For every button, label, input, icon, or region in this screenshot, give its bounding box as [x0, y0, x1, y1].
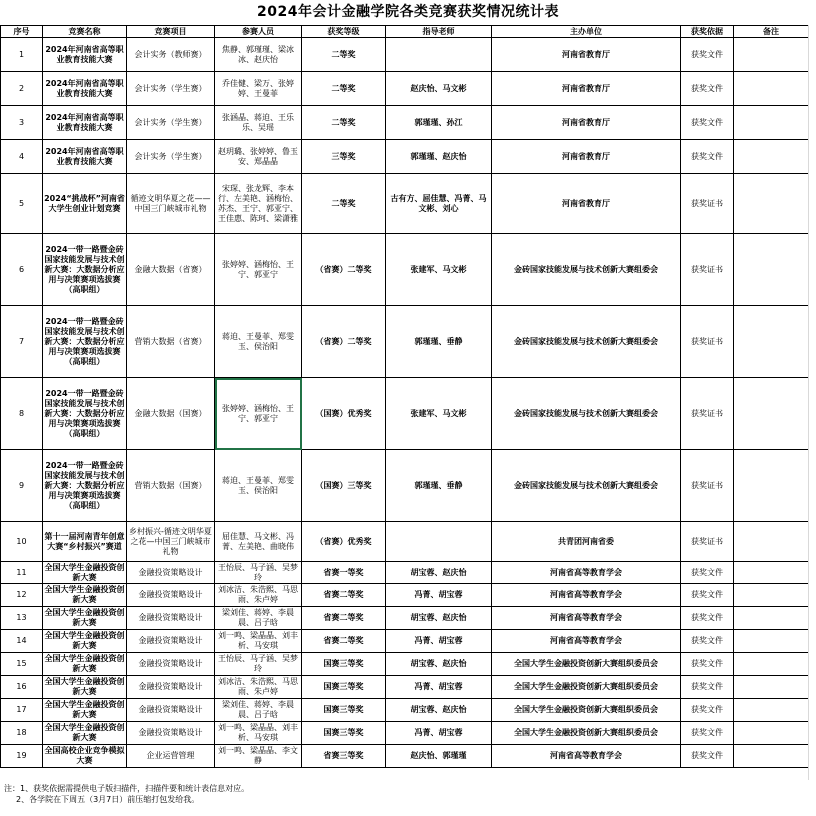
cell-remark[interactable] — [734, 722, 809, 745]
header-cell[interactable]: 竞赛项目 — [127, 26, 215, 38]
cell-index[interactable]: 5 — [1, 174, 43, 234]
award-table — [0, 25, 809, 768]
table-row — [1, 38, 809, 72]
cell-remark[interactable] — [734, 607, 809, 630]
cell-award[interactable]: 省赛二等奖 — [302, 630, 386, 653]
cell-teacher[interactable]: 冯菁、胡宝蓉 — [386, 630, 492, 653]
cell-project[interactable]: 循迹文明华夏之花——中国三门峡城市礼物 — [127, 174, 215, 234]
cell-basis[interactable]: 获奖证书 — [681, 378, 734, 450]
cell-project[interactable]: 金融投资策略设计 — [127, 562, 215, 584]
cell-basis[interactable]: 获奖文件 — [681, 630, 734, 653]
cell-competition[interactable]: 2024一带一路暨金砖国家技能发展与技术创新大赛：大数据分析应用与决策赛项选拔赛（高职组） — [43, 234, 127, 306]
cell-project[interactable]: 会计实务（学生赛） — [127, 106, 215, 140]
cell-award[interactable]: 国赛三等奖 — [302, 653, 386, 676]
cell-teacher[interactable]: 胡宝蓉、赵庆怡 — [386, 653, 492, 676]
cell-teacher[interactable]: 胡宝蓉、赵庆怡 — [386, 699, 492, 722]
table-row — [1, 378, 809, 450]
cell-teacher[interactable]: 郭瑾瑾、垂静 — [386, 306, 492, 378]
cell-basis[interactable]: 获奖证书 — [681, 450, 734, 522]
cell-index[interactable]: 4 — [1, 140, 43, 174]
cell-competition[interactable]: 全国大学生金融投资创新大赛 — [43, 699, 127, 722]
cell-competition[interactable]: 全国大学生金融投资创新大赛 — [43, 607, 127, 630]
cell-competition[interactable]: 全国大学生金融投资创新大赛 — [43, 722, 127, 745]
cell-remark[interactable] — [734, 676, 809, 699]
cell-competition[interactable]: 全国大学生金融投资创新大赛 — [43, 676, 127, 699]
cell-award[interactable]: 省赛一等奖 — [302, 562, 386, 584]
cell-teacher[interactable]: 张建军、马文彬 — [386, 378, 492, 450]
header-cell[interactable]: 备注 — [734, 26, 809, 38]
cell-competition[interactable]: 2024一带一路暨金砖国家技能发展与技术创新大赛：大数据分析应用与决策赛项选拔赛（高职组） — [43, 306, 127, 378]
cell-basis[interactable]: 获奖证书 — [681, 306, 734, 378]
header-cell[interactable]: 主办单位 — [492, 26, 681, 38]
table-row — [1, 72, 809, 106]
cell-index[interactable]: 19 — [1, 745, 43, 768]
cell-award[interactable]: （国赛）优秀奖 — [302, 378, 386, 450]
cell-basis[interactable]: 获奖文件 — [681, 72, 734, 106]
cell-organizer[interactable]: 河南省高等教育学会 — [492, 607, 681, 630]
cell-basis[interactable]: 获奖文件 — [681, 745, 734, 768]
cell-participants[interactable]: 张婷婷、涵梅怡、王宁、郭亚宁 — [215, 378, 302, 450]
cell-remark[interactable] — [734, 38, 809, 72]
cell-competition[interactable]: 全国大学生金融投资创新大赛 — [43, 584, 127, 607]
table-body — [1, 38, 809, 768]
cell-teacher[interactable] — [386, 38, 492, 72]
cell-participants[interactable]: 张涵晶、蒋迫、王乐乐、吴瑶 — [215, 106, 302, 140]
cell-competition[interactable]: 全国高校企业竞争模拟大赛 — [43, 745, 127, 768]
cell-organizer[interactable]: 全国大学生金融投资创新大赛组织委员会 — [492, 653, 681, 676]
cell-index[interactable]: 14 — [1, 630, 43, 653]
cell-award[interactable]: 二等奖 — [302, 174, 386, 234]
cell-basis[interactable]: 获奖证书 — [681, 522, 734, 562]
footnote-1: 注：1、获奖依据需提供电子版扫描件，扫描件要和统计表信息对应。 — [4, 784, 250, 793]
cell-index[interactable]: 16 — [1, 676, 43, 699]
cell-basis[interactable]: 获奖文件 — [681, 140, 734, 174]
cell-remark[interactable] — [734, 653, 809, 676]
cell-basis[interactable]: 获奖文件 — [681, 106, 734, 140]
header-cell[interactable]: 序号 — [1, 26, 43, 38]
cell-award[interactable]: （省赛）二等奖 — [302, 306, 386, 378]
cell-remark[interactable] — [734, 522, 809, 562]
cell-award[interactable]: 国赛三等奖 — [302, 699, 386, 722]
cell-index[interactable]: 15 — [1, 653, 43, 676]
cell-project[interactable]: 营销大数据（国赛） — [127, 450, 215, 522]
cell-basis[interactable]: 获奖文件 — [681, 38, 734, 72]
cell-award[interactable]: （省赛）优秀奖 — [302, 522, 386, 562]
cell-basis[interactable]: 获奖文件 — [681, 584, 734, 607]
table-row — [1, 676, 809, 699]
table-row — [1, 174, 809, 234]
cell-competition[interactable]: 2024年河南省高等职业教育技能大赛 — [43, 140, 127, 174]
cell-competition[interactable]: 2024“挑战杯”河南省大学生创业计划竞赛 — [43, 174, 127, 234]
table-row — [1, 450, 809, 522]
cell-participants[interactable]: 王怡辰、马子涵、吴梦玲 — [215, 562, 302, 584]
cell-competition[interactable]: 2024年河南省高等职业教育技能大赛 — [43, 38, 127, 72]
cell-teacher[interactable]: 胡宝蓉、赵庆怡 — [386, 562, 492, 584]
cell-basis[interactable]: 获奖文件 — [681, 722, 734, 745]
cell-participants[interactable]: 刘一鸣、梁晶晶、李文静 — [215, 745, 302, 768]
footnotes — [4, 783, 804, 805]
cell-teacher[interactable] — [386, 522, 492, 562]
cell-project[interactable]: 金融大数据（省赛） — [127, 234, 215, 306]
cell-award[interactable]: （国赛）三等奖 — [302, 450, 386, 522]
cell-award[interactable]: 三等奖 — [302, 140, 386, 174]
cell-index[interactable]: 11 — [1, 562, 43, 584]
cell-teacher[interactable]: 郭瑾瑾、孙江 — [386, 106, 492, 140]
cell-organizer[interactable]: 全国大学生金融投资创新大赛组织委员会 — [492, 676, 681, 699]
cell-index[interactable]: 12 — [1, 584, 43, 607]
cell-project[interactable]: 金融投资策略设计 — [127, 584, 215, 607]
cell-competition[interactable]: 2024一带一路暨金砖国家技能发展与技术创新大赛：大数据分析应用与决策赛项选拔赛（高职组） — [43, 378, 127, 450]
cell-remark[interactable] — [734, 234, 809, 306]
cell-remark[interactable] — [734, 630, 809, 653]
cell-award[interactable]: 省赛三等奖 — [302, 745, 386, 768]
cell-index[interactable]: 7 — [1, 306, 43, 378]
cell-participants[interactable]: 乔佳健、梁万、张婷婷、王曼菲 — [215, 72, 302, 106]
table-row — [1, 745, 809, 768]
cell-award[interactable]: 省赛二等奖 — [302, 584, 386, 607]
cell-teacher[interactable]: 郭瑾瑾、垂静 — [386, 450, 492, 522]
cell-index[interactable]: 13 — [1, 607, 43, 630]
cell-competition[interactable]: 全国大学生金融投资创新大赛 — [43, 653, 127, 676]
cell-competition[interactable]: 2024年河南省高等职业教育技能大赛 — [43, 72, 127, 106]
cell-remark[interactable] — [734, 562, 809, 584]
cell-participants[interactable]: 刘一鸣、梁晶晶、刘丰析、马安琪 — [215, 722, 302, 745]
cell-teacher[interactable]: 冯菁、胡宝蓉 — [386, 676, 492, 699]
cell-award[interactable]: （省赛）二等奖 — [302, 234, 386, 306]
cell-basis[interactable]: 获奖文件 — [681, 699, 734, 722]
cell-basis[interactable]: 获奖文件 — [681, 653, 734, 676]
table-row — [1, 722, 809, 745]
cell-teacher[interactable]: 郭瑾瑾、赵庆怡 — [386, 140, 492, 174]
cell-participants[interactable]: 刘冰洁、朱浩熙、马思雨、朱卢婷 — [215, 676, 302, 699]
table-row — [1, 106, 809, 140]
cell-remark[interactable] — [734, 140, 809, 174]
header-cell[interactable]: 指导老师 — [386, 26, 492, 38]
cell-index[interactable]: 2 — [1, 72, 43, 106]
cell-award[interactable]: 二等奖 — [302, 72, 386, 106]
cell-project[interactable]: 金融投资策略设计 — [127, 630, 215, 653]
cell-participants[interactable]: 刘一鸣、梁晶晶、刘丰析、马安琪 — [215, 630, 302, 653]
cell-project[interactable]: 金融投资策略设计 — [127, 607, 215, 630]
sheet-gridline — [808, 25, 816, 780]
cell-teacher[interactable]: 赵庆怡、郭瑾瑾 — [386, 745, 492, 768]
cell-participants[interactable]: 焦静、郭瑾瑾、梁冰冰、赵庆怡 — [215, 38, 302, 72]
cell-organizer[interactable]: 河南省教育厅 — [492, 106, 681, 140]
cell-basis[interactable]: 获奖证书 — [681, 174, 734, 234]
cell-award[interactable]: 省赛二等奖 — [302, 607, 386, 630]
cell-award[interactable]: 二等奖 — [302, 106, 386, 140]
cell-basis[interactable]: 获奖文件 — [681, 676, 734, 699]
cell-organizer[interactable]: 河南省高等教育学会 — [492, 745, 681, 768]
cell-project[interactable]: 会计实务（教师赛） — [127, 38, 215, 72]
cell-competition[interactable]: 全国大学生金融投资创新大赛 — [43, 630, 127, 653]
cell-participants[interactable]: 赵玥璐、张婷婷、鲁玉安、郑晶晶 — [215, 140, 302, 174]
cell-index[interactable]: 17 — [1, 699, 43, 722]
cell-project[interactable]: 金融投资策略设计 — [127, 653, 215, 676]
cell-competition[interactable]: 2024年河南省高等职业教育技能大赛 — [43, 106, 127, 140]
table-row — [1, 584, 809, 607]
table-row — [1, 522, 809, 562]
cell-award[interactable]: 国赛三等奖 — [302, 722, 386, 745]
cell-index[interactable]: 10 — [1, 522, 43, 562]
cell-organizer[interactable]: 金砖国家技能发展与技术创新大赛组委会 — [492, 378, 681, 450]
cell-organizer[interactable]: 全国大学生金融投资创新大赛组织委员会 — [492, 722, 681, 745]
cell-index[interactable]: 8 — [1, 378, 43, 450]
cell-basis[interactable]: 获奖文件 — [681, 607, 734, 630]
table-row — [1, 306, 809, 378]
cell-organizer[interactable]: 河南省教育厅 — [492, 38, 681, 72]
header-cell[interactable]: 竞赛名称 — [43, 26, 127, 38]
cell-project[interactable]: 金融投资策略设计 — [127, 676, 215, 699]
cell-remark[interactable] — [734, 106, 809, 140]
table-row — [1, 630, 809, 653]
cell-participants[interactable]: 蒋迫、王曼菲、郑雯玉、侯治阳 — [215, 306, 302, 378]
cell-remark[interactable] — [734, 745, 809, 768]
header-cell[interactable]: 获奖等级 — [302, 26, 386, 38]
cell-participants[interactable]: 宋琛、张龙辉、李本行、左美艳、涵梅怡、苏杰、王宁、郭亚宁、王佳惠、陈珂、梁潇雅 — [215, 174, 302, 234]
cell-project[interactable]: 乡村振兴-循迹文明华夏之花—中国三门峡城市礼物 — [127, 522, 215, 562]
cell-organizer[interactable]: 金砖国家技能发展与技术创新大赛组委会 — [492, 234, 681, 306]
cell-organizer[interactable]: 河南省教育厅 — [492, 72, 681, 106]
cell-project[interactable]: 金融投资策略设计 — [127, 722, 215, 745]
table-row — [1, 562, 809, 584]
cell-project[interactable]: 会计实务（学生赛） — [127, 140, 215, 174]
cell-remark[interactable] — [734, 450, 809, 522]
footnote-2: 2、各学院在下周五（3月7日）前压缩打包发给我。 — [16, 795, 200, 804]
cell-organizer[interactable]: 金砖国家技能发展与技术创新大赛组委会 — [492, 306, 681, 378]
cell-organizer[interactable]: 全国大学生金融投资创新大赛组织委员会 — [492, 699, 681, 722]
table-row — [1, 699, 809, 722]
cell-competition[interactable]: 全国大学生金融投资创新大赛 — [44, 562, 125, 582]
cell-remark[interactable] — [734, 584, 809, 607]
cell-index[interactable]: 6 — [1, 234, 43, 306]
cell-project[interactable]: 金融投资策略设计 — [127, 699, 215, 722]
cell-index[interactable]: 18 — [1, 722, 43, 745]
cell-basis[interactable]: 获奖证书 — [681, 234, 734, 306]
cell-teacher[interactable]: 赵庆怡、马文彬 — [386, 72, 492, 106]
cell-remark[interactable] — [734, 699, 809, 722]
cell-award[interactable]: 二等奖 — [302, 38, 386, 72]
header-cell[interactable]: 参赛人员 — [215, 26, 302, 38]
cell-organizer[interactable]: 河南省高等教育学会 — [492, 584, 681, 607]
cell-index[interactable]: 9 — [1, 450, 43, 522]
cell-teacher[interactable]: 胡宝蓉、赵庆怡 — [386, 607, 492, 630]
cell-participants[interactable]: 梁刘佳、蒋婷、李晨晨、吕子晗 — [215, 699, 302, 722]
table-row — [1, 234, 809, 306]
cell-index[interactable]: 1 — [1, 38, 43, 72]
cell-teacher[interactable]: 冯菁、胡宝蓉 — [386, 722, 492, 745]
cell-organizer[interactable]: 河南省高等教育学会 — [492, 562, 681, 584]
cell-project[interactable]: 营销大数据（省赛） — [127, 306, 215, 378]
cell-project[interactable]: 企业运营管理 — [127, 745, 215, 768]
cell-project[interactable]: 会计实务（学生赛） — [127, 72, 215, 106]
table-row — [1, 140, 809, 174]
cell-organizer[interactable]: 河南省高等教育学会 — [492, 630, 681, 653]
cell-award[interactable]: 国赛三等奖 — [302, 676, 386, 699]
cell-project[interactable]: 金融大数据（国赛） — [127, 378, 215, 450]
cell-organizer[interactable]: 共青团河南省委 — [492, 522, 681, 562]
cell-remark[interactable] — [734, 72, 809, 106]
cell-participants[interactable]: 张婷婷、涵梅怡、王宁、郭亚宁 — [215, 234, 302, 306]
cell-participants[interactable]: 屈佳慧、马文彬、冯菁、左美艳、曲晓伟 — [215, 522, 302, 562]
cell-index[interactable]: 3 — [1, 106, 43, 140]
cell-remark[interactable] — [734, 306, 809, 378]
cell-participants[interactable]: 刘冰洁、朱浩熙、马思雨、朱卢婷 — [215, 584, 302, 607]
cell-basis[interactable]: 获奖文件 — [681, 562, 734, 584]
cell-organizer[interactable]: 河南省教育厅 — [492, 174, 681, 234]
table-row — [1, 607, 809, 630]
table-row — [1, 653, 809, 676]
cell-teacher[interactable]: 冯菁、胡宝蓉 — [386, 584, 492, 607]
cell-teacher[interactable]: 张建军、马文彬 — [386, 234, 492, 306]
cell-participants[interactable]: 梁刘佳、蒋婷、李晨晨、吕子晗 — [215, 607, 302, 630]
cell-organizer[interactable]: 金砖国家技能发展与技术创新大赛组委会 — [492, 450, 681, 522]
cell-teacher[interactable]: 古有方、屈佳慧、冯菁、马文彬、刘心 — [386, 174, 492, 234]
header-row — [1, 26, 809, 38]
cell-remark[interactable] — [734, 174, 809, 234]
header-cell[interactable]: 获奖依据 — [681, 26, 734, 38]
cell-competition[interactable]: 第十一届河南青年创意大赛“乡村振兴”赛道 — [43, 522, 127, 562]
sheet-title: 2024年会计金融学院各类竞赛获奖情况统计表 — [257, 4, 559, 20]
cell-participants[interactable]: 王怡辰、马子涵、吴梦玲 — [215, 653, 302, 676]
cell-organizer[interactable]: 河南省教育厅 — [492, 140, 681, 174]
cell-participants[interactable]: 蒋迫、王曼菲、郑雯玉、侯治阳 — [215, 450, 302, 522]
cell-competition[interactable]: 2024一带一路暨金砖国家技能发展与技术创新大赛：大数据分析应用与决策赛项选拔赛（高职组） — [43, 450, 127, 522]
cell-remark[interactable] — [734, 378, 809, 450]
